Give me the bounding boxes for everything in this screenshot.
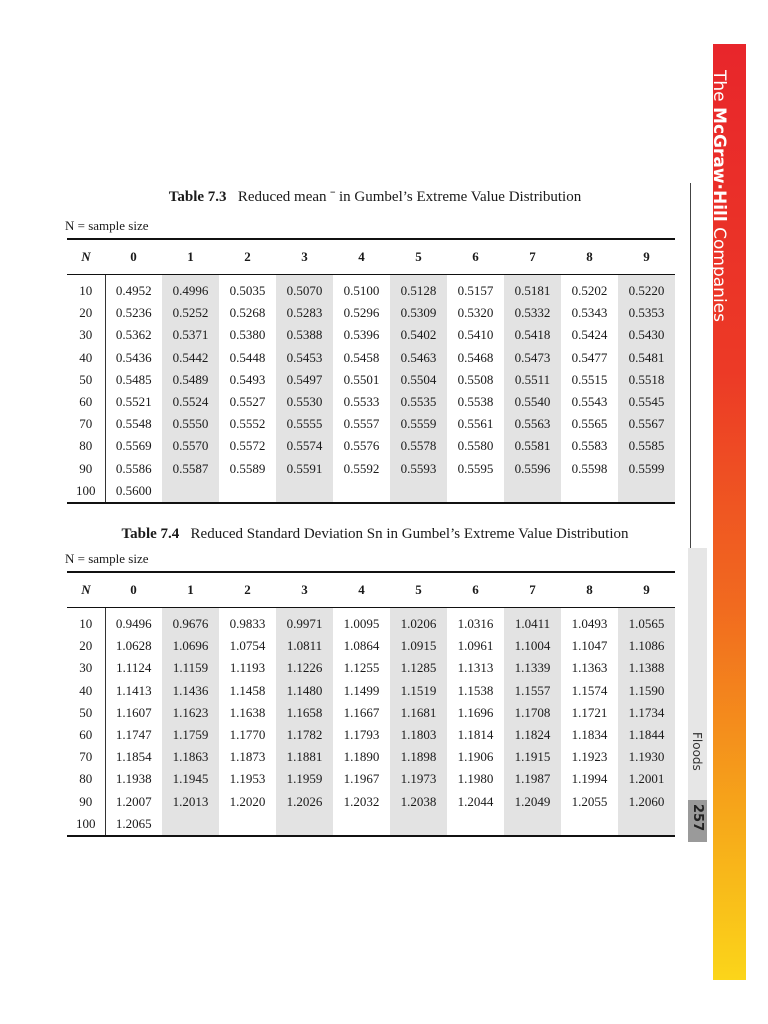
value-cell: 0.5543 (571, 394, 608, 410)
value-cell: 1.1987 (504, 768, 561, 790)
value-cell: 1.1844 (618, 724, 675, 746)
table-row (67, 413, 675, 435)
value-cell: 0.5557 (343, 416, 380, 432)
value-cell: 1.1770 (229, 727, 266, 743)
value-cell (390, 813, 447, 836)
table1-header-col-7: 7 (504, 239, 561, 275)
row-n-cell: 100 (67, 480, 105, 503)
value-cell (618, 813, 675, 836)
value-cell: 1.1658 (276, 702, 333, 724)
value-cell: 0.5586 (115, 460, 152, 476)
table2-header-col-0: 0 (105, 572, 162, 608)
value-cell: 0.5497 (276, 369, 333, 391)
table-row (67, 746, 675, 768)
value-cell: 1.2060 (618, 791, 675, 813)
value-cell: 1.1638 (229, 704, 266, 720)
value-cell: 0.5283 (276, 302, 333, 324)
value-cell: 0.5511 (504, 369, 561, 391)
value-cell: 1.1980 (457, 771, 494, 787)
value-cell: 0.5070 (276, 275, 333, 303)
value-cell: 1.1814 (457, 727, 494, 743)
page-number (688, 800, 707, 842)
table-row (67, 791, 675, 813)
value-cell: 0.5508 (457, 371, 494, 387)
value-cell: 1.0811 (276, 635, 333, 657)
value-cell: 1.1824 (504, 724, 561, 746)
value-cell: 1.2026 (276, 791, 333, 813)
value-cell (504, 480, 561, 503)
value-cell: 1.1906 (457, 749, 494, 765)
value-cell: 0.5268 (229, 305, 266, 321)
value-cell: 0.5236 (115, 305, 152, 321)
table1-header-col-4: 4 (333, 239, 390, 275)
table2-caption (0, 526, 750, 543)
margin-rule (690, 183, 691, 548)
table2-header-col-6: 6 (447, 572, 504, 608)
value-cell: 1.1574 (571, 682, 608, 698)
value-cell: 1.2065 (105, 813, 162, 836)
value-cell: 0.5572 (229, 438, 266, 454)
table1-header-col-6: 6 (447, 239, 504, 275)
publisher-suffix: Companies (709, 227, 729, 322)
table-row (67, 347, 675, 369)
table2-grid (67, 571, 675, 837)
value-cell: 1.1696 (457, 704, 494, 720)
value-cell: 0.5493 (229, 371, 266, 387)
value-cell: 0.5181 (504, 275, 561, 303)
value-cell: 1.1863 (162, 746, 219, 768)
value-cell: 1.1973 (390, 768, 447, 790)
table-row (67, 435, 675, 457)
value-cell: 0.5309 (390, 302, 447, 324)
value-cell: 1.1923 (571, 749, 608, 765)
value-cell: 1.1854 (115, 749, 152, 765)
value-cell: 1.1945 (162, 768, 219, 790)
row-n-cell: 80 (67, 768, 105, 790)
value-cell: 1.1953 (229, 771, 266, 787)
row-n-cell: 30 (67, 657, 105, 679)
value-cell: 1.1363 (571, 660, 608, 676)
table2-header-col-9: 9 (618, 572, 675, 608)
table-row (67, 608, 675, 636)
table-row (67, 635, 675, 657)
value-cell: 1.0411 (504, 608, 561, 636)
value-cell: 1.1607 (115, 704, 152, 720)
row-n-cell: 100 (67, 813, 105, 836)
value-cell: 1.0915 (390, 635, 447, 657)
value-cell: 0.5595 (457, 460, 494, 476)
value-cell: 0.5555 (276, 413, 333, 435)
value-cell: 0.5569 (115, 438, 152, 454)
value-cell: 1.1339 (504, 657, 561, 679)
value-cell: 0.5578 (390, 435, 447, 457)
value-cell: 0.9971 (276, 608, 333, 636)
value-cell: 1.1747 (115, 727, 152, 743)
table1-header-col-0: 0 (105, 239, 162, 275)
row-n-cell: 90 (67, 791, 105, 813)
table1-header-row (67, 239, 675, 275)
value-cell: 1.1499 (343, 682, 380, 698)
table1-caption-number: Table 7.3 (168, 189, 227, 205)
page-number-text: 257 (690, 804, 705, 832)
value-cell: 1.2007 (115, 793, 152, 809)
value-cell (504, 813, 561, 836)
value-cell: 0.5035 (229, 283, 266, 299)
value-cell: 0.5220 (618, 275, 675, 303)
table2-body (67, 608, 675, 836)
publisher-logo (709, 44, 746, 404)
value-cell: 1.0316 (457, 616, 494, 632)
value-cell: 0.5563 (504, 413, 561, 435)
value-cell: 1.1159 (162, 657, 219, 679)
value-cell: 0.5589 (229, 460, 266, 476)
table-row (67, 275, 675, 303)
value-cell: 0.5436 (115, 349, 152, 365)
value-cell: 0.5332 (504, 302, 561, 324)
value-cell: 1.2055 (571, 793, 608, 809)
value-cell: 0.5396 (343, 327, 380, 343)
value-cell: 1.0206 (390, 608, 447, 636)
publisher-name: McGraw·Hill (709, 107, 729, 222)
value-cell: 1.1413 (115, 682, 152, 698)
value-cell: 1.1834 (571, 727, 608, 743)
value-cell: 0.5550 (162, 413, 219, 435)
value-cell: 1.1681 (390, 702, 447, 724)
value-cell: 1.1285 (390, 657, 447, 679)
value-cell: 0.5489 (162, 369, 219, 391)
value-cell: 1.1915 (504, 746, 561, 768)
value-cell: 1.1898 (390, 746, 447, 768)
publisher-the: The (709, 70, 729, 102)
table2-header-col-4: 4 (333, 572, 390, 608)
row-n-cell: 60 (67, 391, 105, 413)
row-n-cell: 10 (67, 275, 105, 303)
value-cell: 1.1782 (276, 724, 333, 746)
value-cell: 0.5565 (571, 416, 608, 432)
row-n-cell: 30 (67, 324, 105, 346)
value-cell: 0.5581 (504, 435, 561, 457)
value-cell (390, 480, 447, 503)
row-n-cell: 80 (67, 435, 105, 457)
value-cell (561, 813, 618, 836)
value-cell: 1.1994 (571, 771, 608, 787)
value-cell: 1.0565 (618, 608, 675, 636)
value-cell: 0.5296 (343, 305, 380, 321)
table1-header-col-5: 5 (390, 239, 447, 275)
table-row (67, 369, 675, 391)
row-n-cell: 40 (67, 347, 105, 369)
value-cell: 0.5585 (618, 435, 675, 457)
value-cell: 0.5371 (162, 324, 219, 346)
value-cell: 0.5598 (571, 460, 608, 476)
table1-header-col-1: 1 (162, 239, 219, 275)
value-cell: 0.5570 (162, 435, 219, 457)
row-n-cell: 70 (67, 746, 105, 768)
value-cell (219, 813, 276, 836)
table2-caption-text: Reduced Standard Deviation Sn in Gumbel’s Extreme Value Distribution (190, 526, 629, 542)
table1-body (67, 275, 675, 503)
table-row (67, 657, 675, 679)
value-cell: 0.5521 (115, 394, 152, 410)
table2-header-col-2: 2 (219, 572, 276, 608)
value-cell: 0.5545 (618, 391, 675, 413)
value-cell (276, 813, 333, 836)
value-cell: 0.5388 (276, 324, 333, 346)
row-n-cell: 20 (67, 302, 105, 324)
value-cell: 1.1721 (571, 704, 608, 720)
value-cell: 0.5410 (457, 327, 494, 343)
value-cell: 1.2049 (504, 791, 561, 813)
value-cell: 0.5580 (457, 438, 494, 454)
value-cell (333, 813, 390, 836)
value-cell: 1.1623 (162, 702, 219, 724)
value-cell: 1.0095 (343, 616, 380, 632)
value-cell: 1.0696 (162, 635, 219, 657)
value-cell: 1.2038 (390, 791, 447, 813)
section-label-text: Floods (690, 732, 704, 771)
value-cell: 0.4952 (115, 283, 152, 299)
table-row (67, 680, 675, 702)
table1-caption-text: Reduced mean ˉ in Gumbel’s Extreme Value Distribution (237, 189, 582, 205)
table-row (67, 391, 675, 413)
value-cell: 0.5458 (343, 349, 380, 365)
table-row (67, 724, 675, 746)
value-cell: 1.1793 (343, 727, 380, 743)
value-cell: 1.1930 (618, 746, 675, 768)
value-cell: 1.1458 (229, 682, 266, 698)
value-cell: 0.9676 (162, 608, 219, 636)
row-n-cell: 90 (67, 458, 105, 480)
value-cell: 1.2044 (457, 793, 494, 809)
value-cell: 0.5320 (457, 305, 494, 321)
value-cell: 1.1890 (343, 749, 380, 765)
value-cell: 0.5561 (457, 416, 494, 432)
value-cell: 0.5252 (162, 302, 219, 324)
table2-header-col-7: 7 (504, 572, 561, 608)
table2-header-col-3: 3 (276, 572, 333, 608)
value-cell: 0.5515 (571, 371, 608, 387)
value-cell: 1.1881 (276, 746, 333, 768)
value-cell: 0.5530 (276, 391, 333, 413)
value-cell: 1.1047 (571, 638, 608, 654)
value-cell: 1.1193 (229, 660, 266, 676)
value-cell: 1.1708 (504, 702, 561, 724)
value-cell: 0.5540 (504, 391, 561, 413)
value-cell: 1.1480 (276, 680, 333, 702)
table2-caption-number: Table 7.4 (121, 526, 180, 542)
value-cell (447, 480, 504, 503)
value-cell: 0.5380 (229, 327, 266, 343)
value-cell: 1.1004 (504, 635, 561, 657)
value-cell: 0.5481 (618, 347, 675, 369)
row-n-cell: 50 (67, 702, 105, 724)
value-cell: 0.5548 (115, 416, 152, 432)
value-cell: 0.5473 (504, 347, 561, 369)
value-cell: 1.1759 (162, 724, 219, 746)
table-row (67, 458, 675, 480)
table2-header-col-5: 5 (390, 572, 447, 608)
value-cell: 1.1959 (276, 768, 333, 790)
value-cell: 0.5533 (343, 394, 380, 410)
table-row (67, 702, 675, 724)
value-cell: 0.5424 (571, 327, 608, 343)
row-n-cell: 40 (67, 680, 105, 702)
value-cell: 1.1519 (390, 680, 447, 702)
table2 (67, 571, 675, 837)
value-cell (618, 480, 675, 503)
value-cell: 0.9496 (115, 616, 152, 632)
value-cell: 0.5442 (162, 347, 219, 369)
value-cell: 0.5600 (105, 480, 162, 503)
value-cell (561, 480, 618, 503)
value-cell: 0.5552 (229, 416, 266, 432)
value-cell: 1.1388 (618, 657, 675, 679)
value-cell: 1.0864 (343, 638, 380, 654)
row-n-cell: 10 (67, 608, 105, 636)
value-cell: 0.5527 (229, 394, 266, 410)
value-cell: 1.1734 (618, 702, 675, 724)
value-cell: 0.5157 (457, 283, 494, 299)
row-n-cell: 60 (67, 724, 105, 746)
value-cell: 1.0754 (229, 638, 266, 654)
table1-header-col-2: 2 (219, 239, 276, 275)
table1 (67, 238, 675, 504)
value-cell: 0.5576 (343, 438, 380, 454)
value-cell: 1.1086 (618, 635, 675, 657)
value-cell: 0.5535 (390, 391, 447, 413)
value-cell: 0.5596 (504, 458, 561, 480)
value-cell: 1.1873 (229, 749, 266, 765)
value-cell: 1.1226 (276, 657, 333, 679)
value-cell: 1.1557 (504, 680, 561, 702)
value-cell: 1.2001 (618, 768, 675, 790)
value-cell: 1.0628 (115, 638, 152, 654)
value-cell: 0.5518 (618, 369, 675, 391)
value-cell: 1.1436 (162, 680, 219, 702)
table-row (67, 302, 675, 324)
value-cell: 1.0493 (571, 616, 608, 632)
value-cell: 0.5567 (618, 413, 675, 435)
value-cell: 0.5524 (162, 391, 219, 413)
value-cell: 0.5593 (390, 458, 447, 480)
value-cell: 0.5591 (276, 458, 333, 480)
value-cell: 1.2013 (162, 791, 219, 813)
row-n-cell: 50 (67, 369, 105, 391)
value-cell: 0.5501 (343, 371, 380, 387)
table2-header-col-8: 8 (561, 572, 618, 608)
value-cell: 0.5599 (618, 458, 675, 480)
value-cell: 0.5343 (571, 305, 608, 321)
value-cell: 0.5574 (276, 435, 333, 457)
value-cell: 0.5418 (504, 324, 561, 346)
value-cell: 0.5538 (457, 394, 494, 410)
table2-header-row (67, 572, 675, 608)
table1-grid (67, 238, 675, 504)
table-row (67, 480, 675, 503)
value-cell (276, 480, 333, 503)
value-cell: 0.5362 (115, 327, 152, 343)
value-cell: 1.1667 (343, 704, 380, 720)
value-cell: 0.5353 (618, 302, 675, 324)
value-cell: 0.9833 (229, 616, 266, 632)
table1-header-n: N (67, 239, 105, 275)
value-cell: 1.0961 (457, 638, 494, 654)
value-cell: 1.1967 (343, 771, 380, 787)
table2-header-col-1: 1 (162, 572, 219, 608)
value-cell (162, 480, 219, 503)
value-cell: 0.5559 (390, 413, 447, 435)
value-cell: 0.5430 (618, 324, 675, 346)
value-cell: 0.5202 (571, 283, 608, 299)
value-cell (333, 480, 390, 503)
value-cell: 0.5583 (571, 438, 608, 454)
value-cell: 0.5463 (390, 347, 447, 369)
table2-header-n: N (67, 572, 105, 608)
value-cell (162, 813, 219, 836)
table-row (67, 813, 675, 836)
value-cell: 0.5468 (457, 349, 494, 365)
value-cell: 0.5402 (390, 324, 447, 346)
value-cell: 1.1590 (618, 680, 675, 702)
value-cell: 1.1938 (115, 771, 152, 787)
row-n-cell: 20 (67, 635, 105, 657)
table-row (67, 768, 675, 790)
value-cell: 0.5128 (390, 275, 447, 303)
table-row (67, 324, 675, 346)
value-cell: 0.4996 (162, 275, 219, 303)
table1-header-col-8: 8 (561, 239, 618, 275)
value-cell: 1.1255 (343, 660, 380, 676)
section-label (688, 728, 707, 798)
value-cell: 0.5453 (276, 347, 333, 369)
value-cell: 1.2020 (229, 793, 266, 809)
value-cell: 0.5448 (229, 349, 266, 365)
value-cell: 0.5587 (162, 458, 219, 480)
value-cell: 1.1538 (457, 682, 494, 698)
value-cell (447, 813, 504, 836)
table1-header-col-3: 3 (276, 239, 333, 275)
value-cell: 0.5477 (571, 349, 608, 365)
value-cell: 1.1124 (116, 660, 152, 676)
value-cell: 1.1803 (390, 724, 447, 746)
value-cell: 1.1313 (457, 660, 494, 676)
value-cell: 0.5100 (343, 283, 380, 299)
table1-note: N = sample size (65, 218, 149, 233)
table2-note: N = sample size (65, 551, 149, 566)
row-n-cell: 70 (67, 413, 105, 435)
value-cell: 1.2032 (343, 793, 380, 809)
table1-caption (0, 189, 750, 206)
value-cell: 0.5504 (390, 369, 447, 391)
value-cell: 0.5592 (343, 460, 380, 476)
value-cell (219, 480, 276, 503)
value-cell: 0.5485 (115, 371, 152, 387)
table1-header-col-9: 9 (618, 239, 675, 275)
